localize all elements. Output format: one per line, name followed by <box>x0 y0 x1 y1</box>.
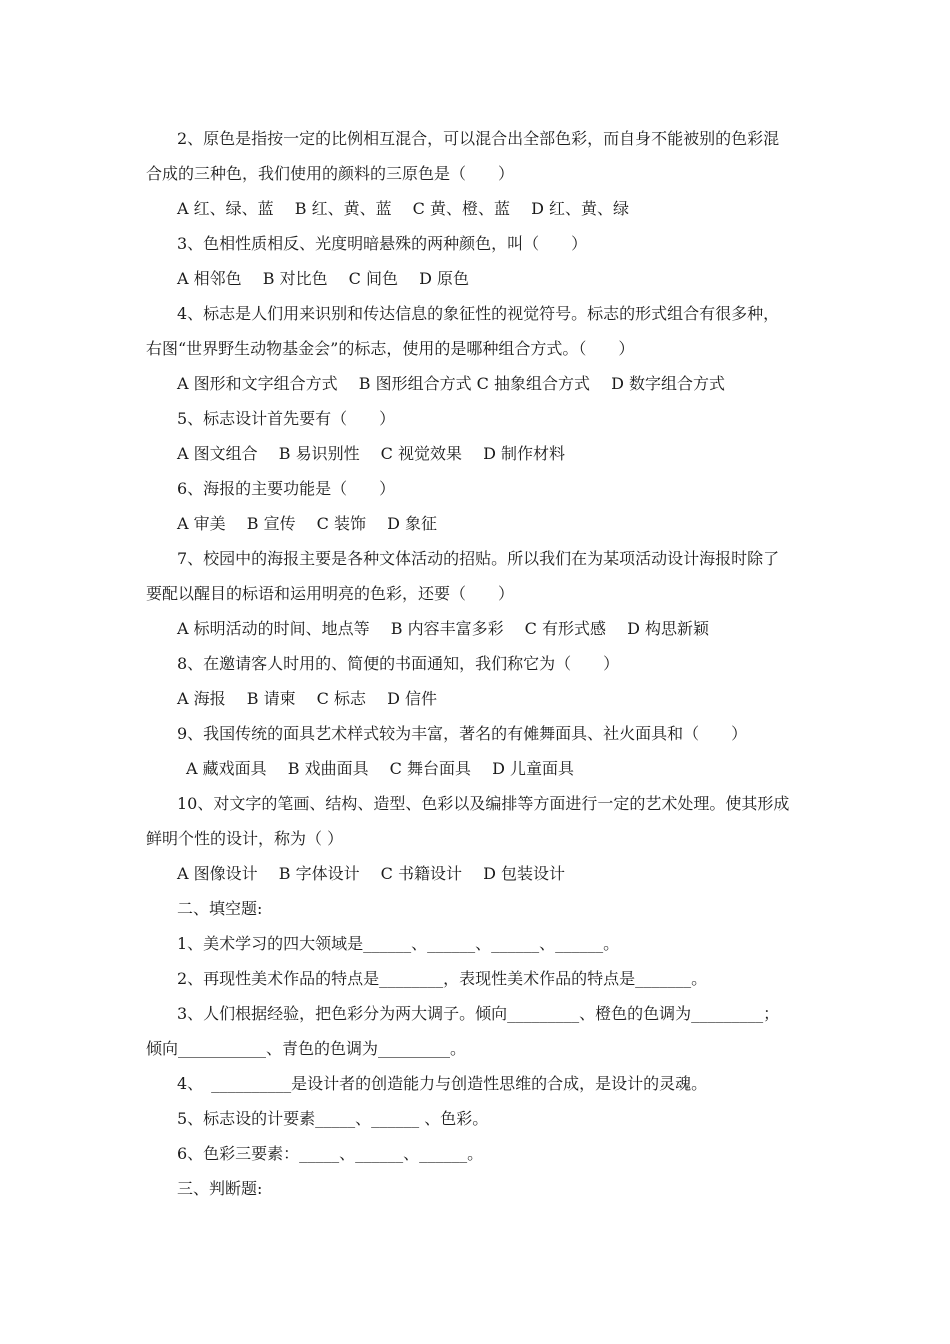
fill-blank-2: 2、再现性美术作品的特点是________，表现性美术作品的特点是_______。 <box>177 969 708 988</box>
question-8-text: 8、在邀请客人时用的、简便的书面通知，我们称它为（ ） <box>177 654 620 673</box>
question-7-text: 7、校园中的海报主要是各种文体活动的招贴。所以我们在为某项活动设计海报时除了 <box>177 549 780 568</box>
question-10-options: A 图像设计 B 字体设计 C 书籍设计 D 包装设计 <box>177 864 565 883</box>
question-7-text-cont: 要配以醒目的标语和运用明亮的色彩，还要（ ） <box>146 584 515 603</box>
question-4-options: A 图形和文字组合方式 B 图形组合方式 C 抽象组合方式 D 数字组合方式 <box>177 374 725 393</box>
question-3-text: 3、色相性质相反、光度明暗悬殊的两种颜色，叫（ ） <box>177 234 588 253</box>
question-6-text: 6、海报的主要功能是（ ） <box>177 479 396 498</box>
question-2-text-cont: 合成的三种色，我们使用的颜料的三原色是（ ） <box>146 164 515 183</box>
question-2-text: 2、原色是指按一定的比例相互混合，可以混合出全部色彩，而自身不能被别的色彩混 <box>177 129 780 148</box>
fill-blank-5: 5、标志设的计要素_____、______ 、色彩。 <box>177 1109 489 1128</box>
fill-blank-3: 3、人们根据经验，把色彩分为两大调子。倾向_________、橙色的色调为_________； <box>177 1004 780 1023</box>
question-10-text: 10、对文字的笔画、结构、造型、色彩以及编排等方面进行一定的艺术处理。使其形成 <box>177 794 790 813</box>
question-2-options: A 红、绿、蓝 B 红、黄、蓝 C 黄、橙、蓝 D 红、黄、绿 <box>177 199 629 218</box>
question-4-text-cont: 右图“世界野生动物基金会”的标志，使用的是哪种组合方式。（ ） <box>146 339 635 358</box>
question-4-text: 4、标志是人们用来识别和传达信息的象征性的视觉符号。标志的形式组合有很多种， <box>177 304 780 323</box>
fill-blank-6: 6、色彩三要素：_____、______、______。 <box>177 1144 484 1163</box>
question-10-text-cont: 鲜明个性的设计，称为（ ） <box>146 829 344 848</box>
question-7-options: A 标明活动的时间、地点等 B 内容丰富多彩 C 有形式感 D 构思新颖 <box>177 619 709 638</box>
question-9-text: 9、我国传统的面具艺术样式较为丰富，著名的有傩舞面具、社火面具和（ ） <box>177 724 748 743</box>
question-6-options: A 审美 B 宣传 C 装饰 D 象征 <box>177 514 437 533</box>
fill-blank-3-cont: 倾向___________、青色的色调为_________。 <box>146 1039 467 1058</box>
fill-blank-1: 1、美术学习的四大领域是______、______、______、______。 <box>177 934 620 953</box>
section-fill-blank-heading: 二、填空题: <box>177 899 263 918</box>
question-5-text: 5、标志设计首先要有（ ） <box>177 409 396 428</box>
question-3-options: A 相邻色 B 对比色 C 间色 D 原色 <box>177 269 469 288</box>
question-9-options: A 藏戏面具 B 戏曲面具 C 舞台面具 D 儿童面具 <box>186 759 574 778</box>
question-5-options: A 图文组合 B 易识别性 C 视觉效果 D 制作材料 <box>177 444 565 463</box>
fill-blank-4: 4、 __________是设计者的创造能力与创造性思维的合成，是设计的灵魂。 <box>177 1074 708 1093</box>
question-8-options: A 海报 B 请柬 C 标志 D 信件 <box>177 689 437 708</box>
section-true-false-heading: 三、判断题: <box>177 1179 263 1198</box>
